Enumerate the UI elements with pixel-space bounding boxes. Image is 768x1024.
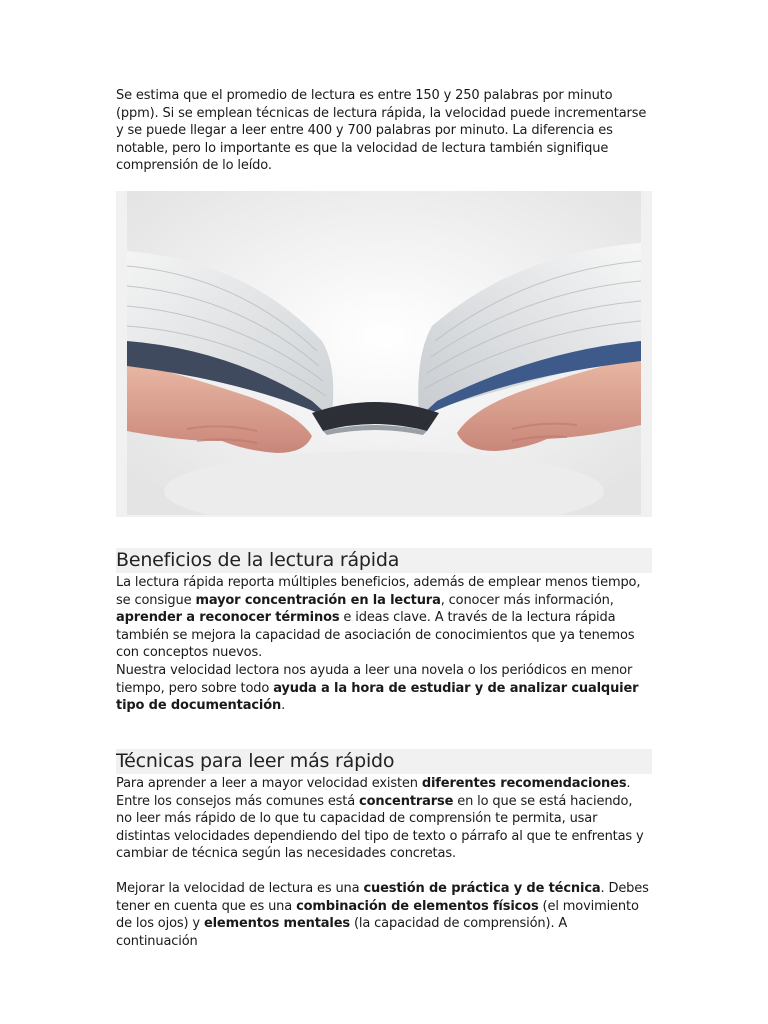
intro-paragraph: Se estima que el promedio de lectura es entre 150 y 250 palabras por minuto (ppm). Si se emplean técnicas de lectura rápida, la velocidad puede incrementarse y se puede llegar a leer entre 400 y 700 palabras por minuto. La diferencia es notable, pero lo importante es que la velocidad de lectura también signifique comprensión de lo leído. [116,88,647,173]
bold-run: diferentes recomendaciones [421,776,627,791]
bold-run: ayuda a la hora de estudiar y de analizar cualquier tipo de documentación [116,680,639,713]
text-run: Para aprender a leer a mayor velocidad existen [116,776,422,791]
bold-run: aprender a reconocer términos [116,610,340,625]
techniques-paragraph-2 [116,880,652,950]
text-run: Mejorar la velocidad de lectura es una [116,881,364,896]
text-run: (la capacidad de comprensión). A continuación [116,916,568,949]
bold-run: mayor concentración en la lectura [195,592,441,608]
bold-run: combinación de elementos físicos [296,898,539,914]
text-run: . Debes tener en cuenta que es una [116,881,649,914]
bold-run: concentrarse [359,793,454,809]
text-run: (el movimiento de los ojos) y [116,898,639,931]
intro-block [116,87,652,175]
benefits-paragraph-1 [116,574,652,662]
text-run: La lectura rápida reporta múltiples beneficios, además de emplear menos tiempo, se consigue [116,575,641,608]
techniques-paragraph-1 [116,775,652,863]
open-book-photo [127,191,641,515]
figure-frame [116,191,652,517]
text-run: , conocer más información, [440,592,614,608]
text-run: Nuestra velocidad lectora nos ayuda a leer una novela o los periódicos en menor tiempo, pero sobre todo [116,663,633,696]
section-heading-techniques: Técnicas para leer más rápido [116,749,652,774]
text-run: . [281,698,286,713]
text-run: . Entre los consejos más comunes está [116,776,631,809]
benefits-paragraph-2 [116,662,652,715]
section-heading-benefits: Beneficios de la lectura rápida [116,548,652,573]
text-run: en lo que se está haciendo, no leer más rápido de lo que tu capacidad de comprensión te permita, usar distintas velocidades dependiendo del tipo de texto o párrafo al que te enfrentas y cambiar de técnica según las necesidades concretas. [116,793,644,861]
bold-run: elementos mentales [203,916,350,931]
bold-run: cuestión de práctica y de técnica [363,881,601,896]
text-run: e ideas clave. A través de la lectura rápida también se mejora la capacidad de asociación de conocimientos que ya tenemos con conceptos nuevos. [116,610,635,660]
